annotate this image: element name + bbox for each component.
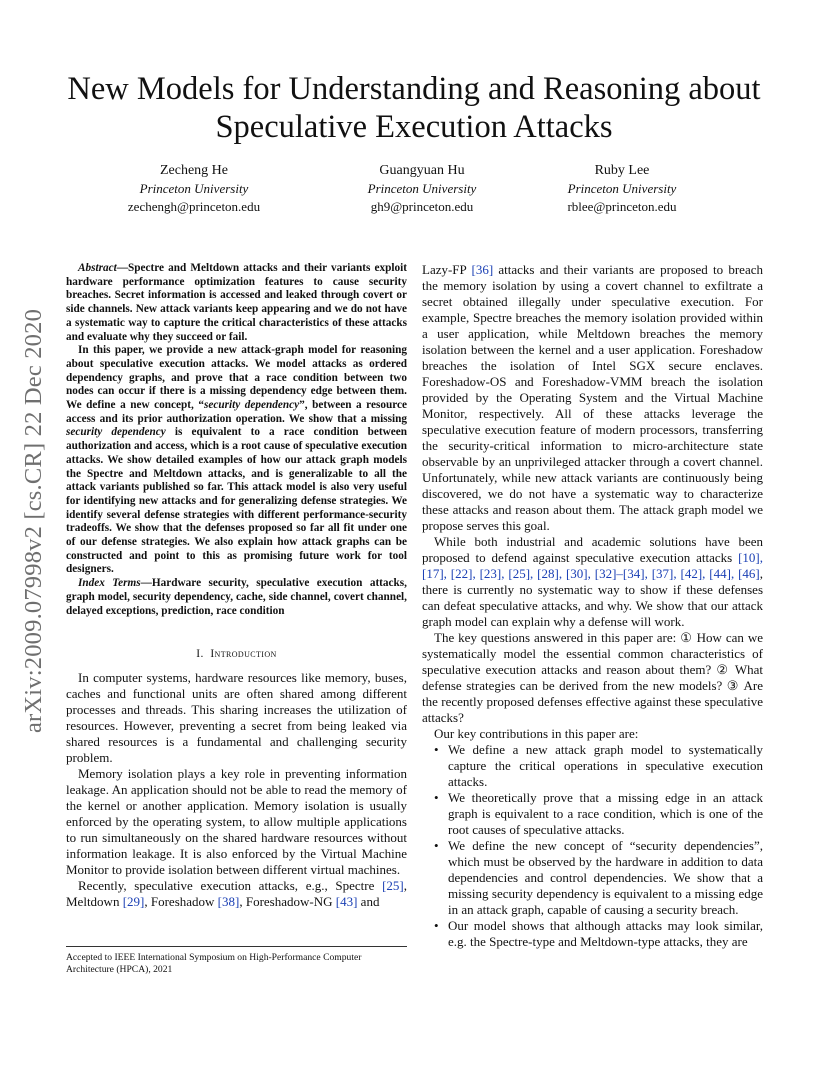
citation-link[interactable]: [29] [122,894,145,910]
citation-link[interactable]: [38] [217,894,240,910]
list-item: • We define the new concept of “security dependencies”, which must be observed by the hardware in addition to data dependencies and control dependencies. We show that a missing security dependency is equivalent to a missing edge in an attack graph, capable of causing a security breach. [422,838,763,918]
paragraph [66,878,407,910]
text-run: and [357,894,380,910]
text-run: , there is currently no systematic way to show if these defenses can defeat speculative attacks, and why. We show that our attack graph model can explain why a defense will work. [422,566,763,629]
author-email: gh9@princeton.edu [370,199,474,214]
citation-link[interactable]: [25] [382,878,404,894]
footnote-rule [66,946,407,947]
paragraph: Memory isolation plays a key role in preventing information leakage. An application should not be able to read the memory of the kernel or another application. Memory isolation is usually enforced by the operating system, to allow multiple applications to run simultaneously on the shared hardware resources without information leakage. It is also enforced by the Virtual Machine Monitor to provide isolation between different virtual machines. [66,766,407,878]
abstract-text: —Spectre and Meltdown attacks and their variants exploit hardware performance optimization features to cause security breaches. Secret information is accessed and leaked through covert or side channels. New attack variants keep appearing and we do not have a systematic way to capture the critical characteristics of these attacks and evaluate why they succeed or fail. [66,262,407,343]
paper-title: New Models for Understanding and Reasoning about Speculative Execution Attacks [67,71,761,145]
abstract-text: In this paper, we provide a new attack-graph model for reasoning about speculative execution attacks. We model attacks as ordered dependency graphs, and prove that a race condition between two nodes can occur if there is a missing dependency edge between them. We define a new concept, “ [66,344,407,412]
index-terms-label: Index Terms [78,577,141,590]
citation-link[interactable]: [36] [471,262,494,277]
section-number: I. [196,648,204,661]
paragraph: In computer systems, hardware resources like memory, buses, caches and functional units are often shared among different processes and threads. This sharing increases the utilization of resources. However, preventing a secret from being leaked via shared resources is a fundamental and challenging security problem. [66,670,407,766]
arxiv-identifier-stamp [14,286,54,756]
citation-list[interactable]: [10], [17], [22], [23], [25], [28], [30], [32]–[34], [37], [42], [44], [46] [422,550,763,581]
text-run: attacks and their variants are proposed to breach the memory isolation by using a covert channel to exfiltrate a secret obtained illegally under speculative execution. For example, Spectre breaches the memory isolation provided within a user application, while Meltdown breaches the memory isolation between the kernel and a user application. Foreshadow breaches the isolation of Intel SGX secure enclaves. Foreshadow-OS and Foreshadow-VMM breach the isolation provided by the Operating System and the Virtual Machine Monitor, respectively. All of these attacks leverage the speculative execution feature of modern processors, transferring the security-critical information to micro-architecture state observable by an unprivileged attacker through a covert channel. Unfortunately, while new attack variants are continuously being discovered, we do not have a systematic way to characterize these attacks and reason about them. The attack graph model we propose serves this goal. [422,262,763,533]
abstract-paragraph-2 [66,344,407,577]
author-affiliation: Princeton University [367,181,477,196]
list-item: • Our model shows that although attacks may look similar, e.g. the Spectre-type and Meltdown-type attacks, they are [422,918,763,950]
paragraph: The key questions answered in this paper are: ① How can we systematically model the essential common characteristics of speculative execution attacks and reason about them? ② What defense strategies can be derived from the new models? ③ Are the recently proposed defenses effective against these speculative attacks? [422,630,763,725]
section-title: Introduction [210,648,277,661]
author-email: zechengh@princeton.edu [127,199,261,214]
citation-link[interactable]: [43] [335,894,358,910]
abstract-emphasis: security dependency [204,399,300,412]
abstract-paragraph-1 [66,262,407,344]
author-2 [312,162,532,216]
text-run: Recently, speculative execution attacks, e.g., Spectre [78,878,383,894]
arxiv-stamp-text: arXiv:2009.07998v2 [cs.CR] 22 Dec 2020 [20,308,47,734]
paragraph [422,262,763,534]
author-name: Ruby Lee [594,163,650,178]
index-terms [66,577,407,618]
text-run: , Foreshadow-NG [239,894,336,910]
author-affiliation: Princeton University [567,181,677,196]
author-1 [84,162,304,216]
author-3 [512,162,732,216]
abstract-emphasis: security dependency [66,426,166,439]
text-run: , Foreshadow [144,894,218,910]
list-item: • We theoretically prove that a missing edge in an attack graph is equivalent to a race condition, which is one of the root causes of speculative attacks. [422,790,763,838]
abstract-label: Abstract [78,262,117,274]
author-email: rblee@princeton.edu [567,199,677,214]
introduction-text [66,670,407,910]
list-item: • We define a new attack graph model to systematically capture the critical operations in speculative execution attacks. [422,742,763,790]
paragraph [422,534,763,630]
paragraph: Our key contributions in this paper are: [434,726,639,741]
right-column-text [422,262,763,950]
footnote [66,946,407,975]
abstract [66,262,407,618]
author-block [60,162,768,222]
text-run: , Meltdown [66,878,407,910]
author-name: Guangyuan Hu [379,163,465,178]
author-name: Zecheng He [159,163,229,178]
index-terms-text: —Hardware security, speculative execution attacks, graph model, security dependency, cache, side channel, covert channel, delayed exceptions, prediction, race condition [66,577,407,617]
abstract-text: ”, between a resource access and its prior authorization operation. We show that a missing [66,399,408,425]
text-run: While both industrial and academic solutions have been proposed to defend against speculative execution attacks [422,534,763,565]
footnote-text: Accepted to IEEE International Symposium on High-Performance Computer Architecture (HPCA), 2021 [66,952,362,975]
text-run: Lazy-FP [422,262,472,277]
left-column [66,262,407,910]
contributions-list [422,742,763,950]
section-heading-introduction [66,648,407,660]
author-affiliation: Princeton University [139,181,249,196]
abstract-text: is equivalent to a race condition between authorization and access, which is a root cause of speculative execution attacks. We show detailed examples of how our attack graph models the Spectre and Meltdown attacks, and is generalizable to all the attack variants published so far. This attack model is also very useful for identifying new attacks and for generalizing defense strategies. We identify several defense strategies with different performance-security tradeoffs. We show that the defenses proposed so far all fit under one of our defense strategies. We also explain how attack graphs can be constructed and point to this as promising future work for tool designers. [66,426,407,576]
right-column [422,262,763,950]
